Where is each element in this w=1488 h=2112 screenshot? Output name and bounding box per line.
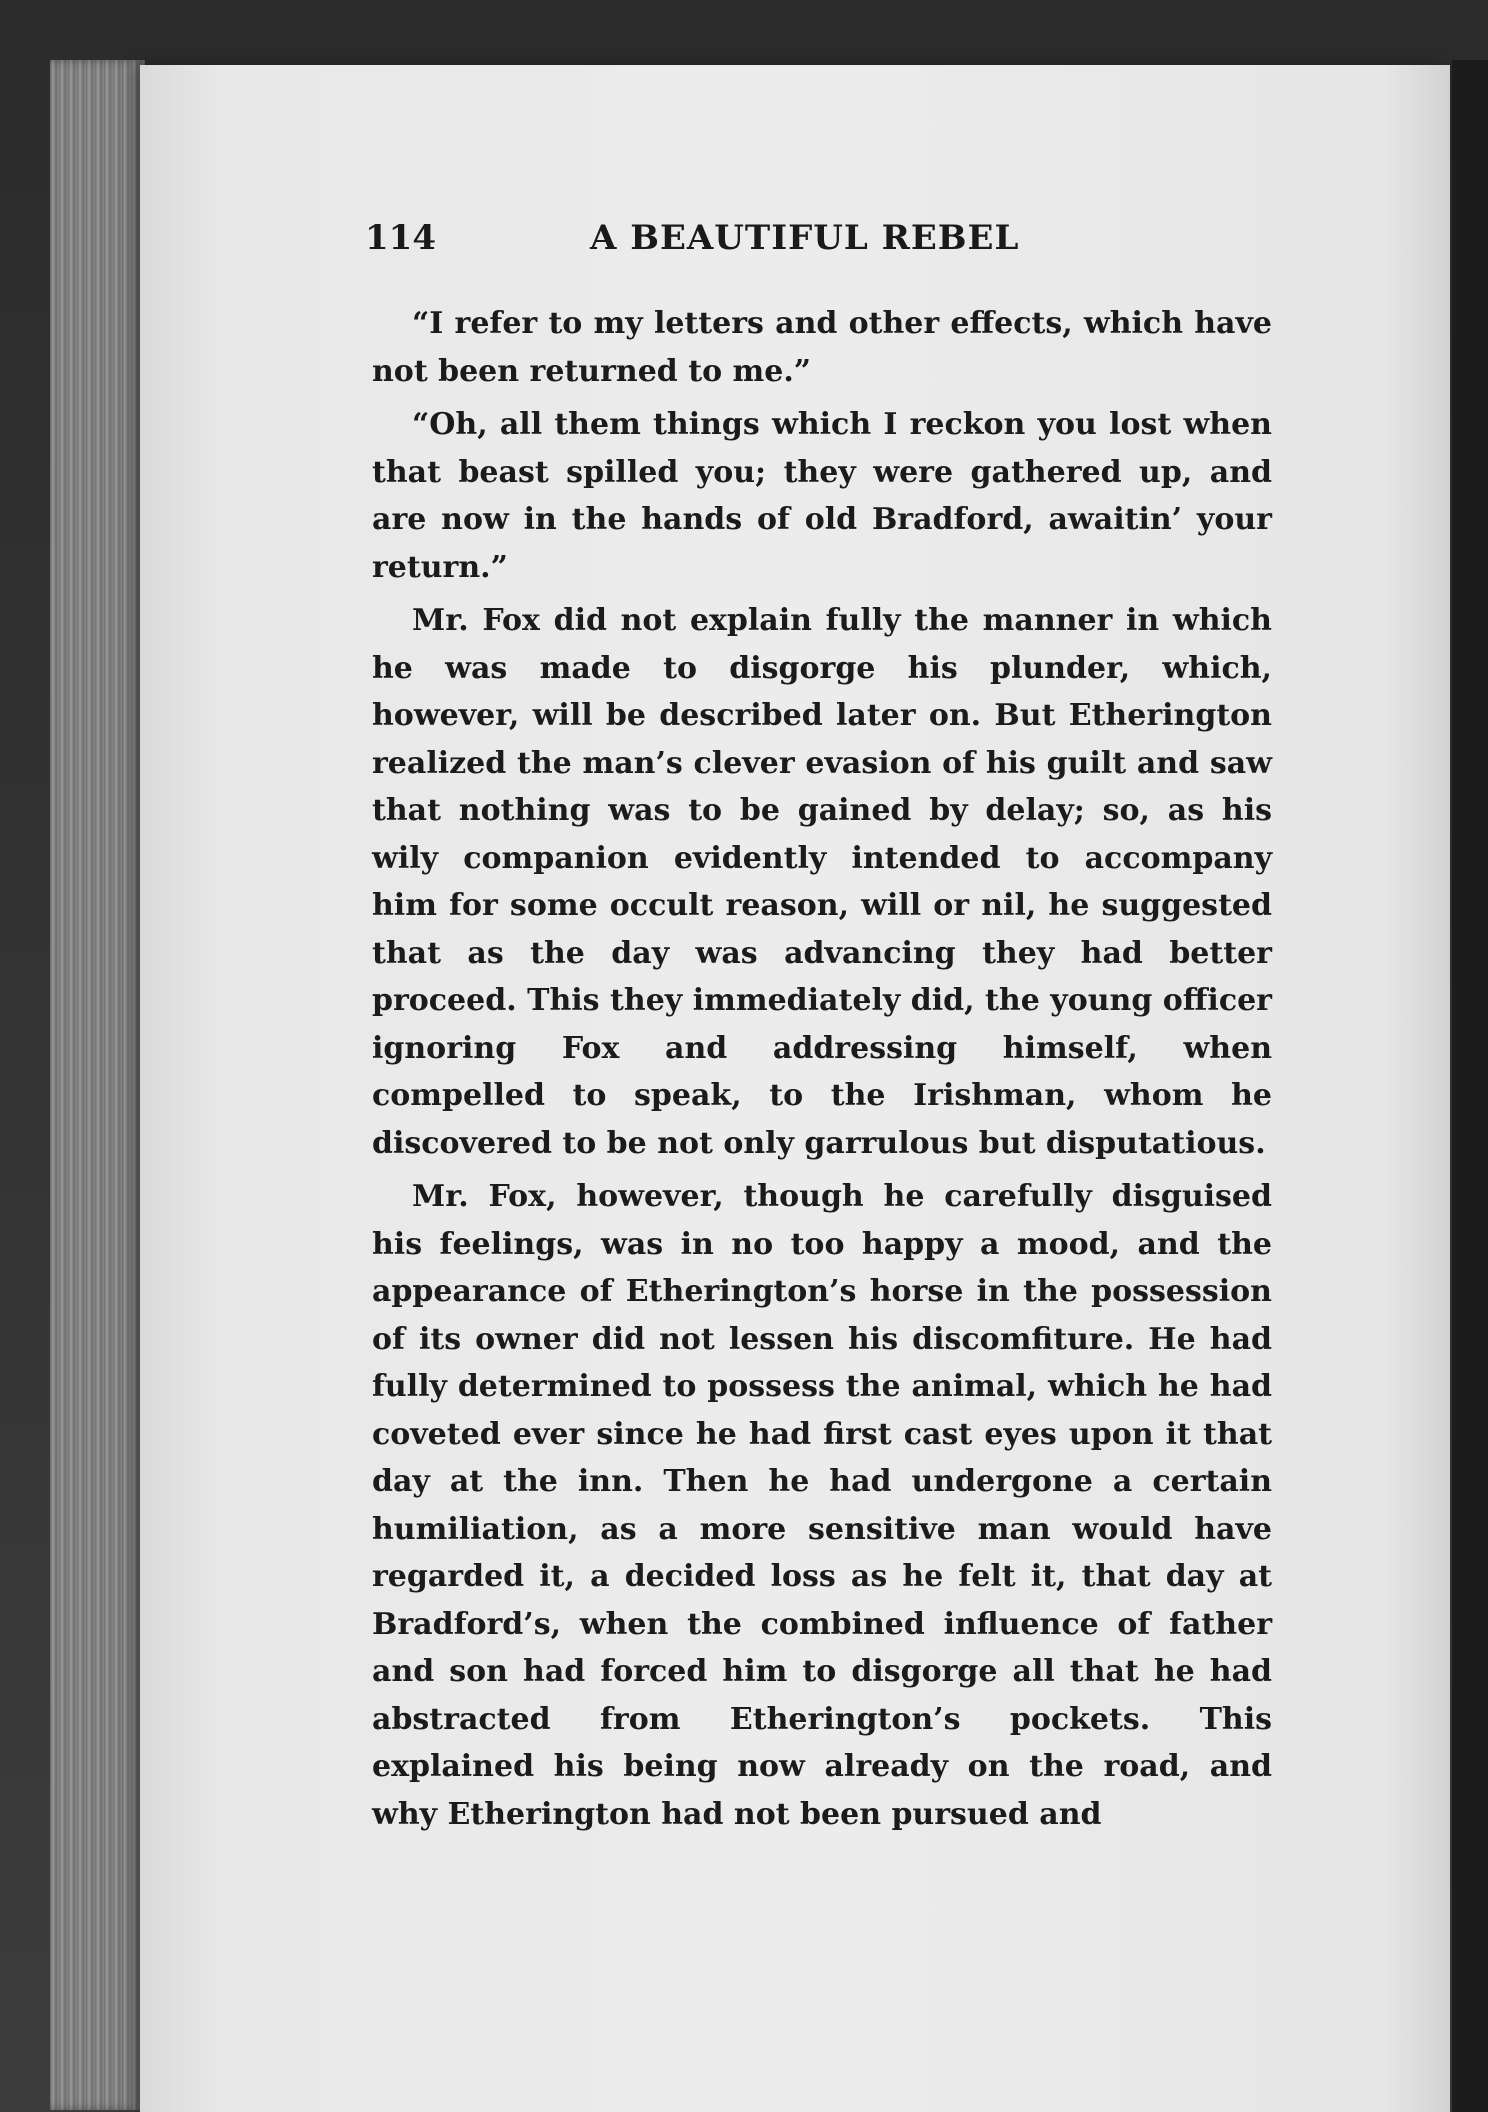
paragraph: Mr. Fox, however, though he carefully disguised his feelings, was in no too happy a mood, and the appearance of Etherington’s horse in the possession of its owner did not lessen his discomfiture. He had fully determined to possess the animal, which he had coveted ever since he had first cast eyes upon it that day at the inn. Then he had undergone a certain humiliation, as a more sensitive man would have regarded it, a decided loss as he felt it, that day at Bradford’s, when the combined influence of father and son had forced him to disgorge all that he had abstracted from Etherington’s pockets. This explained his being now already on the road, and why Etherington had not been pursued and: [372, 1179, 1272, 1832]
paragraph: “I refer to my letters and other effects, which have not been returned to me.”: [372, 306, 1272, 389]
body-text: [372, 300, 1272, 1844]
facing-page-edge: [1452, 60, 1488, 2112]
paragraph: “Oh, all them things which I reckon you lost when that beast spilled you; they were gathered up, and are now in the hands of old Bradford, awaitin’ your return.”: [372, 407, 1272, 585]
running-header: [365, 218, 1265, 268]
book-page-edges: [50, 60, 145, 2110]
paragraph: Mr. Fox did not explain fully the manner in which he was made to disgorge his plunder, which, however, will be described later on. But Etherington realized the man’s clever evasion of his guilt and saw that nothing was to be gained by delay; so, as his wily companion evidently intended to accompany him for some occult reason, will or nil, he suggested that as the day was advancing they had better proceed. This they immediately did, the young officer ignoring Fox and addressing himself, when compelled to speak, to the Irishman, whom he discovered to be not only garrulous but disputatious.: [372, 603, 1272, 1161]
page-number: 114: [365, 218, 436, 258]
running-title: A BEAUTIFUL REBEL: [590, 218, 1020, 258]
